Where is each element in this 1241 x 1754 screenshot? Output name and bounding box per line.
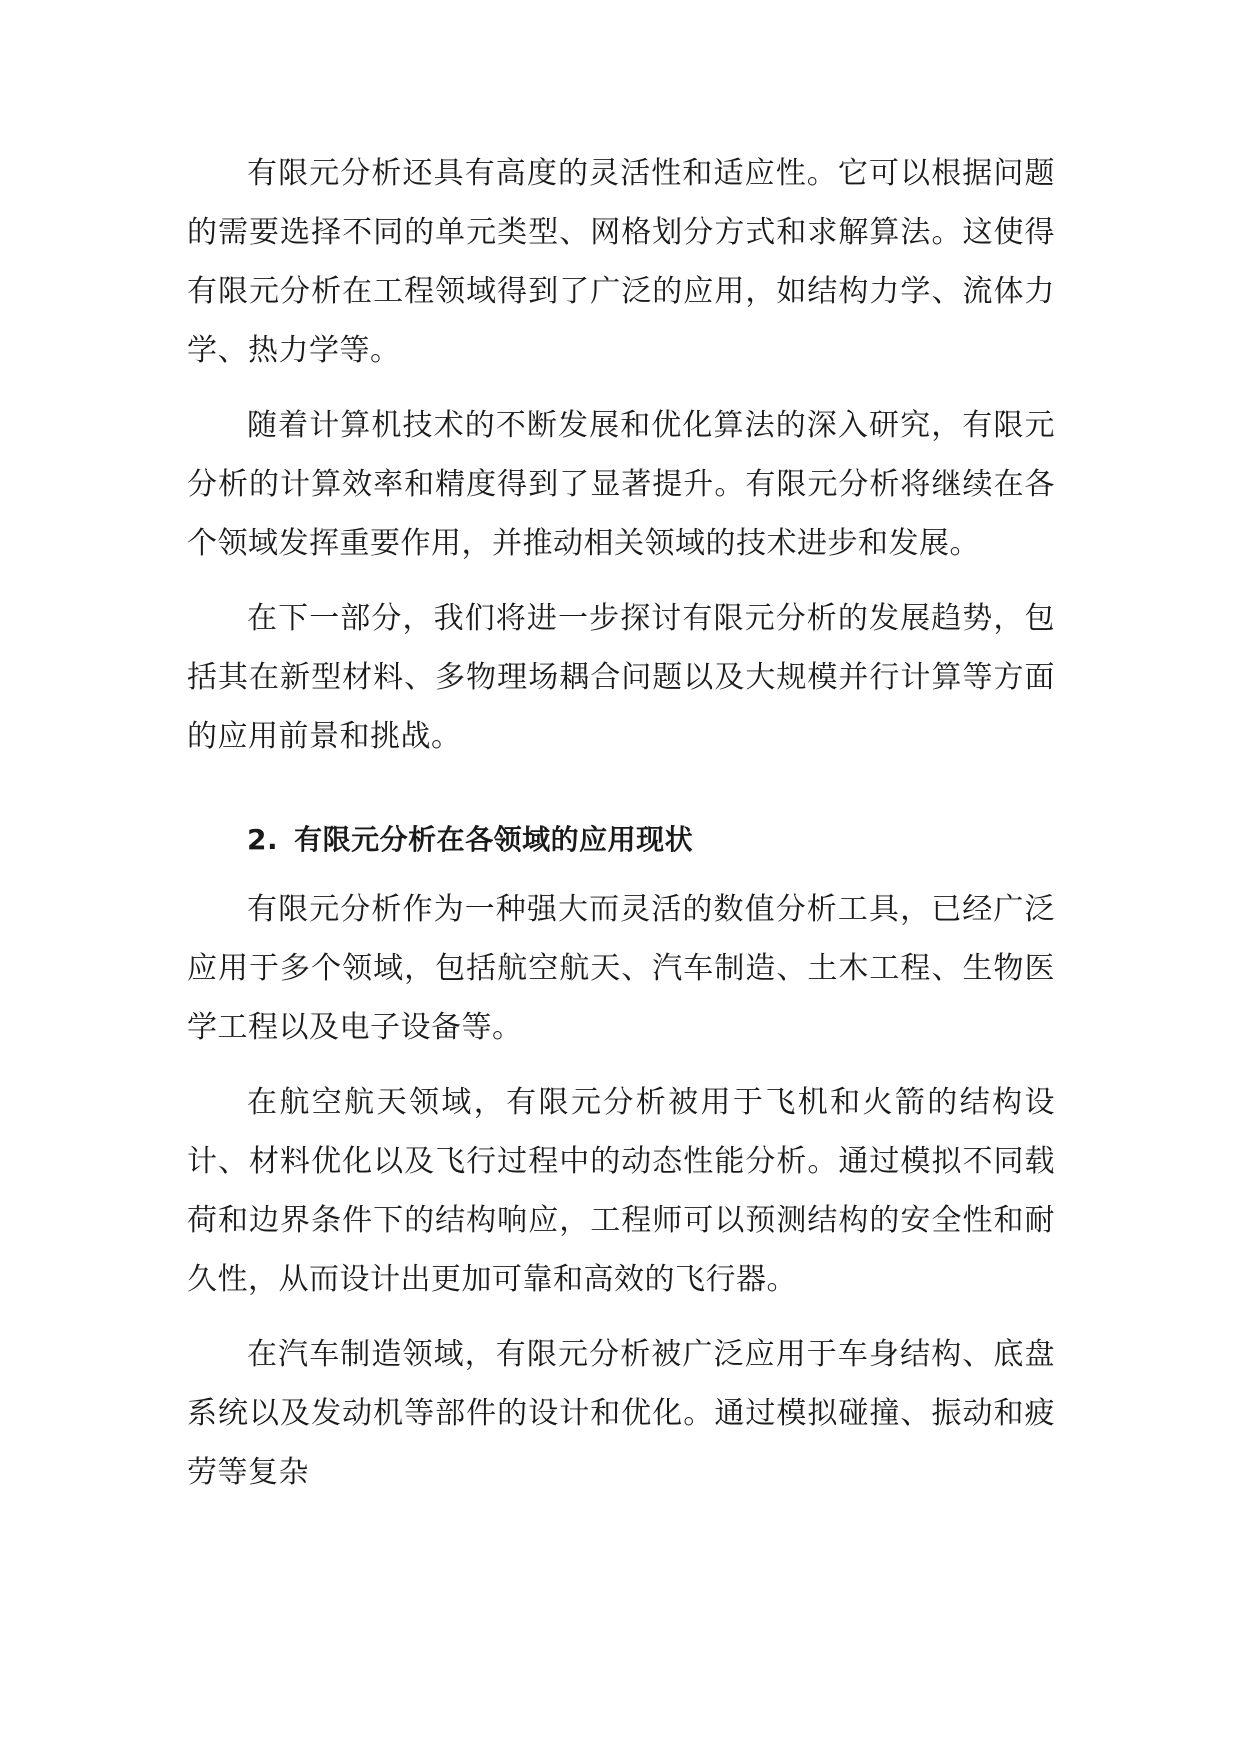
document-body	[187, 144, 1055, 1502]
paragraph-next-part: 在下一部分，我们将进一步探讨有限元分析的发展趋势，包括其在新型材料、多物理场耦合问题以及大规模并行计算等方面的应用前景和挑战。	[187, 601, 1055, 754]
paragraph-computing-advances: 随着计算机技术的不断发展和优化算法的深入研究，有限元分析的计算效率和精度得到了显著提升。有限元分析将继续在各个领域发挥重要作用，并推动相关领域的技术进步和发展。	[187, 408, 1055, 561]
section-title: 有限元分析在各领域的应用现状	[294, 823, 694, 856]
section-number: 2.	[247, 823, 279, 856]
paragraph-application-overview: 有限元分析作为一种强大而灵活的数值分析工具，已经广泛应用于多个领域，包括航空航天、汽车制造、土木工程、生物医学工程以及电子设备等。	[187, 892, 1055, 1045]
paragraph-automotive: 在汽车制造领域，有限元分析被广泛应用于车身结构、底盘系统以及发动机等部件的设计和优化。通过模拟碰撞、振动和疲劳等复杂	[187, 1337, 1055, 1490]
paragraph-aerospace: 在航空航天领域，有限元分析被用于飞机和火箭的结构设计、材料优化以及飞行过程中的动态性能分析。通过模拟不同载荷和边界条件下的结构响应，工程师可以预测结构的安全性和耐久性，从而设计出更加可靠和高效的飞行器。	[187, 1085, 1055, 1297]
section-heading	[187, 820, 1055, 860]
paragraph-flexibility: 有限元分析还具有高度的灵活性和适应性。它可以根据问题的需要选择不同的单元类型、网格划分方式和求解算法。这使得有限元分析在工程领域得到了广泛的应用，如结构力学、流体力学、热力学等。	[187, 156, 1055, 368]
